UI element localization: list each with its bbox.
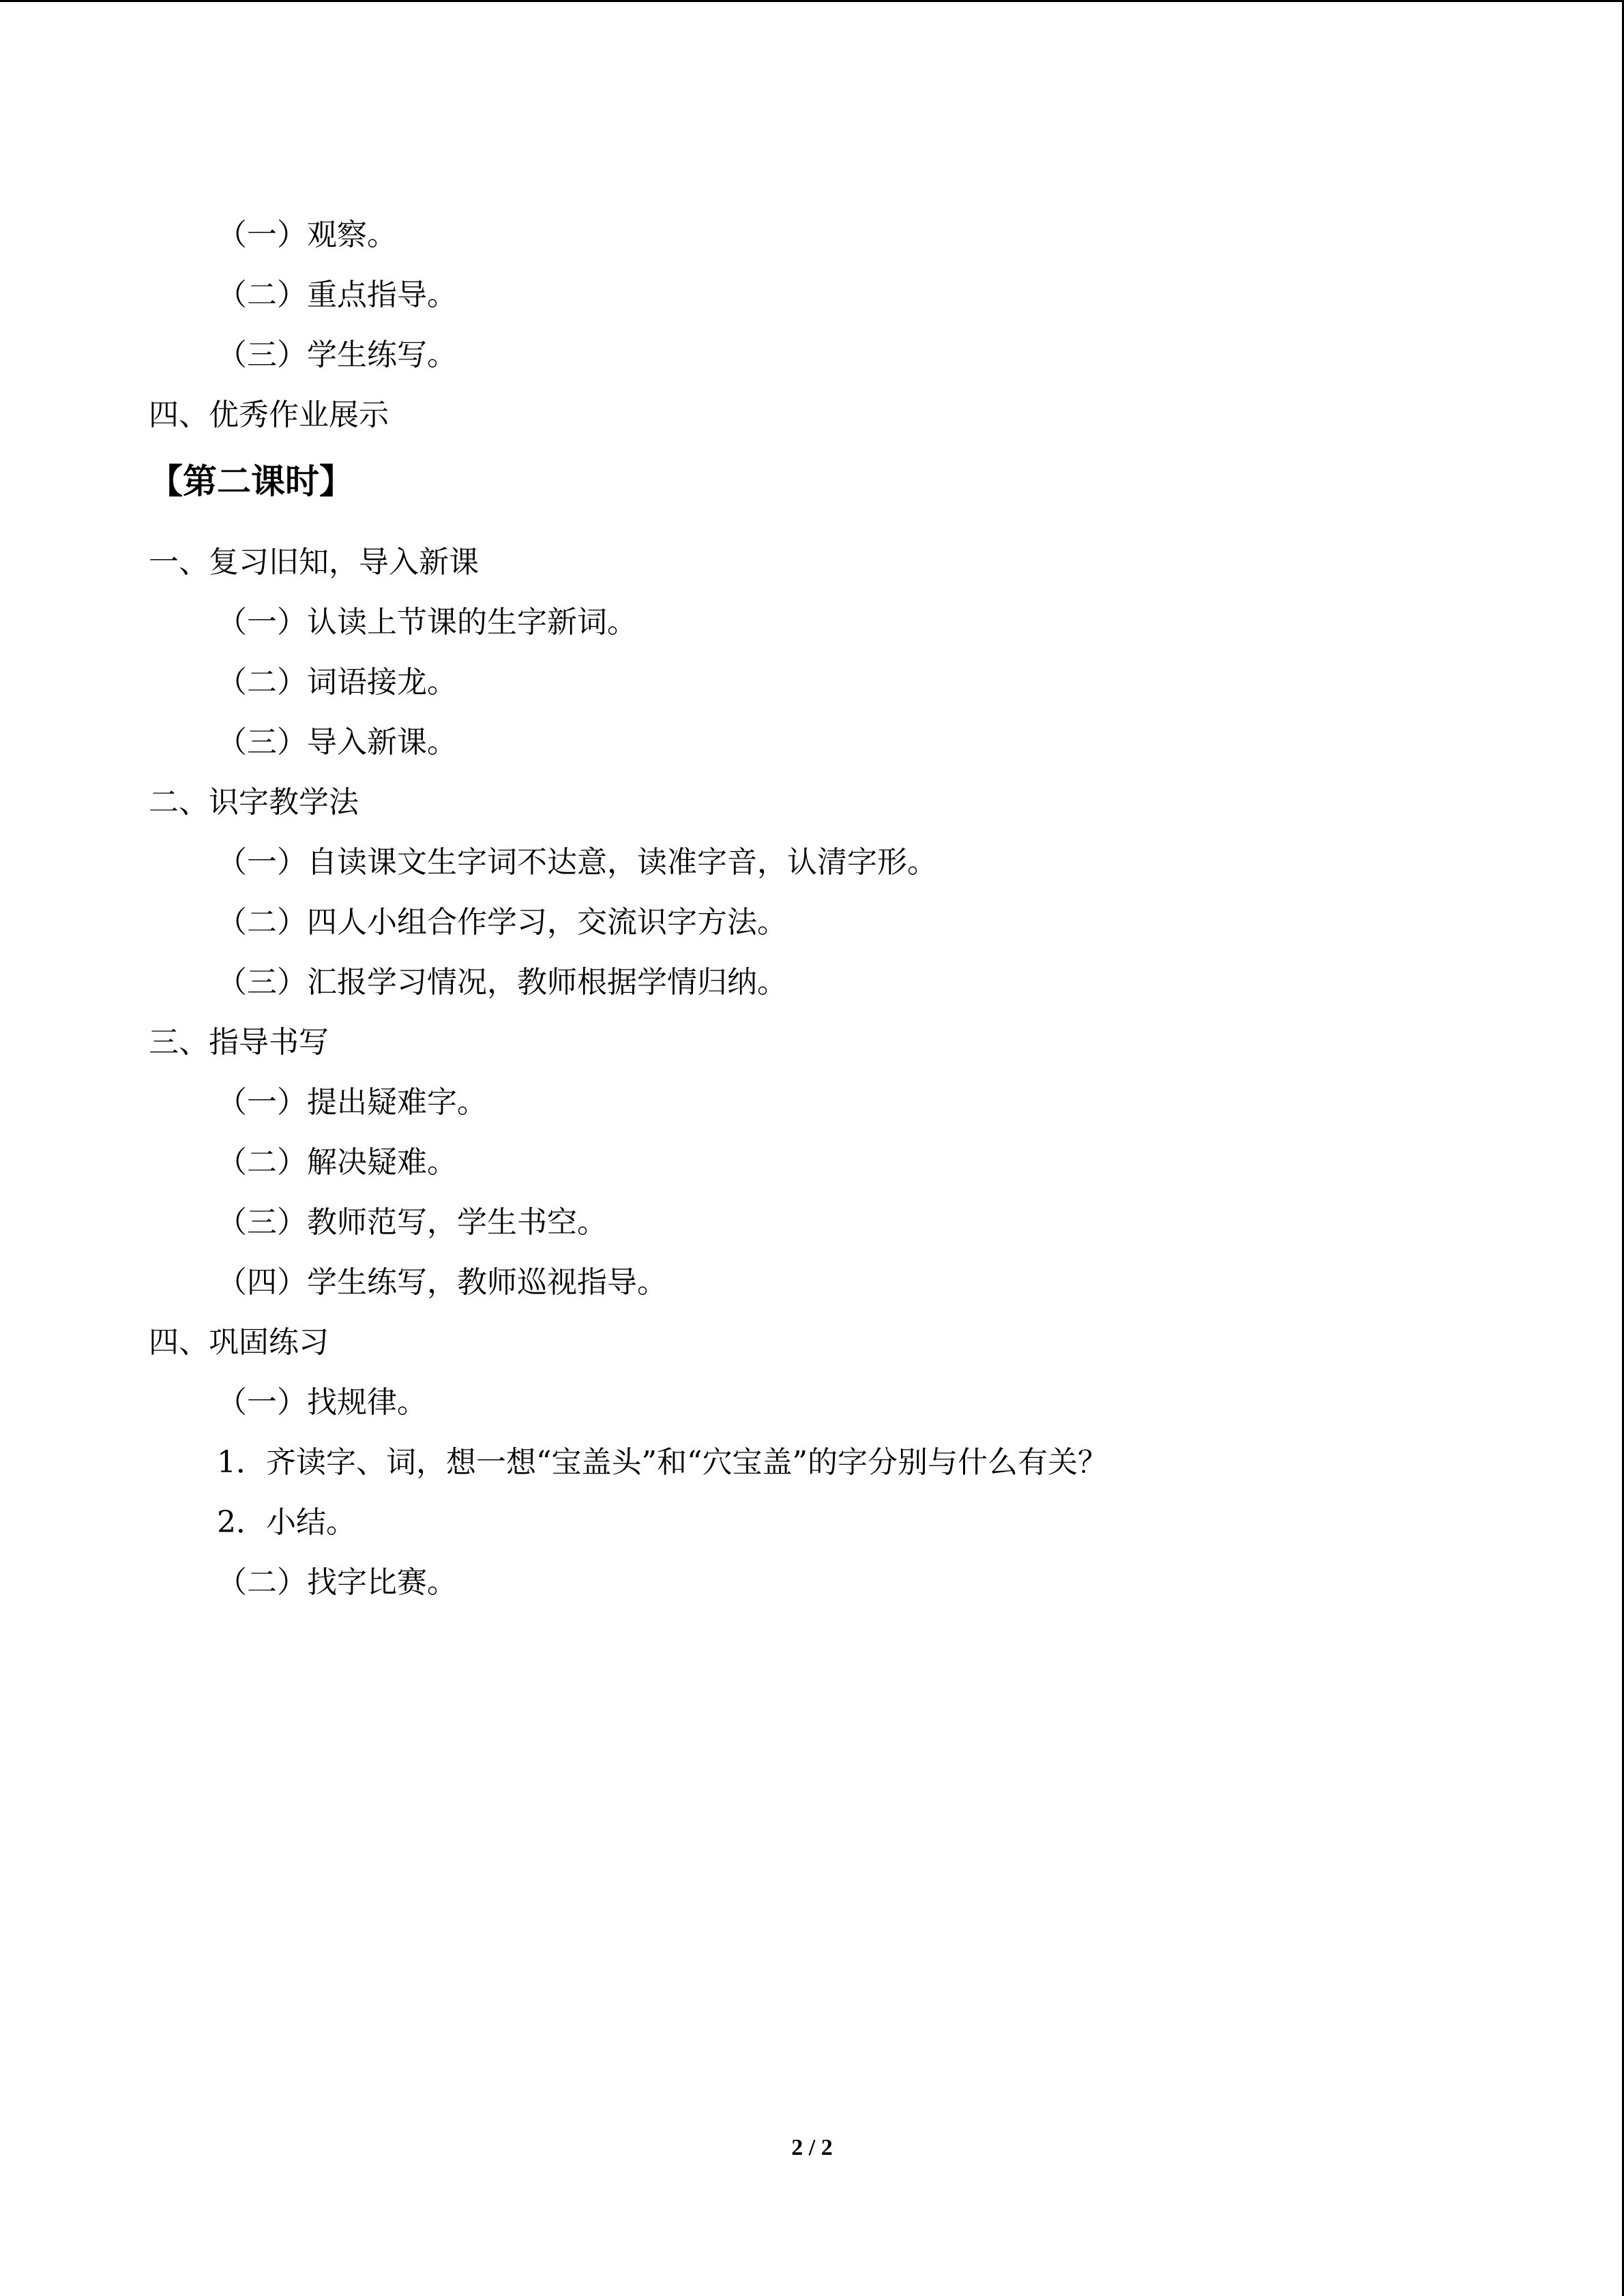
section-step-title: 四、巩固练习 xyxy=(149,1325,329,1360)
section-step-title: 二、识字教学法 xyxy=(149,785,359,820)
list-item: （一）观察。 xyxy=(217,218,397,252)
lesson-heading: 【第二课时】 xyxy=(149,462,353,501)
list-item: （一）找规律。 xyxy=(217,1385,427,1420)
section-step-title: 三、指导书写 xyxy=(149,1025,329,1060)
list-item: （一）自读课文生字词不达意，读准字音，认清字形。 xyxy=(217,845,937,880)
list-item: （三）学生练写。 xyxy=(217,338,457,372)
list-item: （三）汇报学习情况，教师根据学情归纳。 xyxy=(217,965,787,1000)
list-item: （二）解决疑难。 xyxy=(217,1145,457,1180)
list-item: （二）词语接龙。 xyxy=(217,665,457,700)
list-item: 2．小结。 xyxy=(217,1505,356,1540)
list-item: （二）四人小组合作学习，交流识字方法。 xyxy=(217,905,787,940)
list-item: （二）找字比赛。 xyxy=(217,1565,457,1600)
list-item: （二）重点指导。 xyxy=(217,278,457,312)
list-item: （一）认读上节课的生字新词。 xyxy=(217,605,637,640)
list-item: （三）教师范写，学生书空。 xyxy=(217,1205,607,1240)
list-item: （一）提出疑难字。 xyxy=(217,1085,487,1120)
page-number: 2 / 2 xyxy=(791,2135,833,2160)
list-item: （三）导入新课。 xyxy=(217,725,457,760)
list-item: （四）学生练写，教师巡视指导。 xyxy=(217,1265,667,1300)
section-step-title: 一、复习旧知，导入新课 xyxy=(149,545,479,580)
list-item: 1．齐读字、词，想一想“宝盖头”和“穴宝盖”的字分别与什么有关？ xyxy=(217,1445,1108,1480)
section-step-title: 四、优秀作业展示 xyxy=(149,398,389,432)
